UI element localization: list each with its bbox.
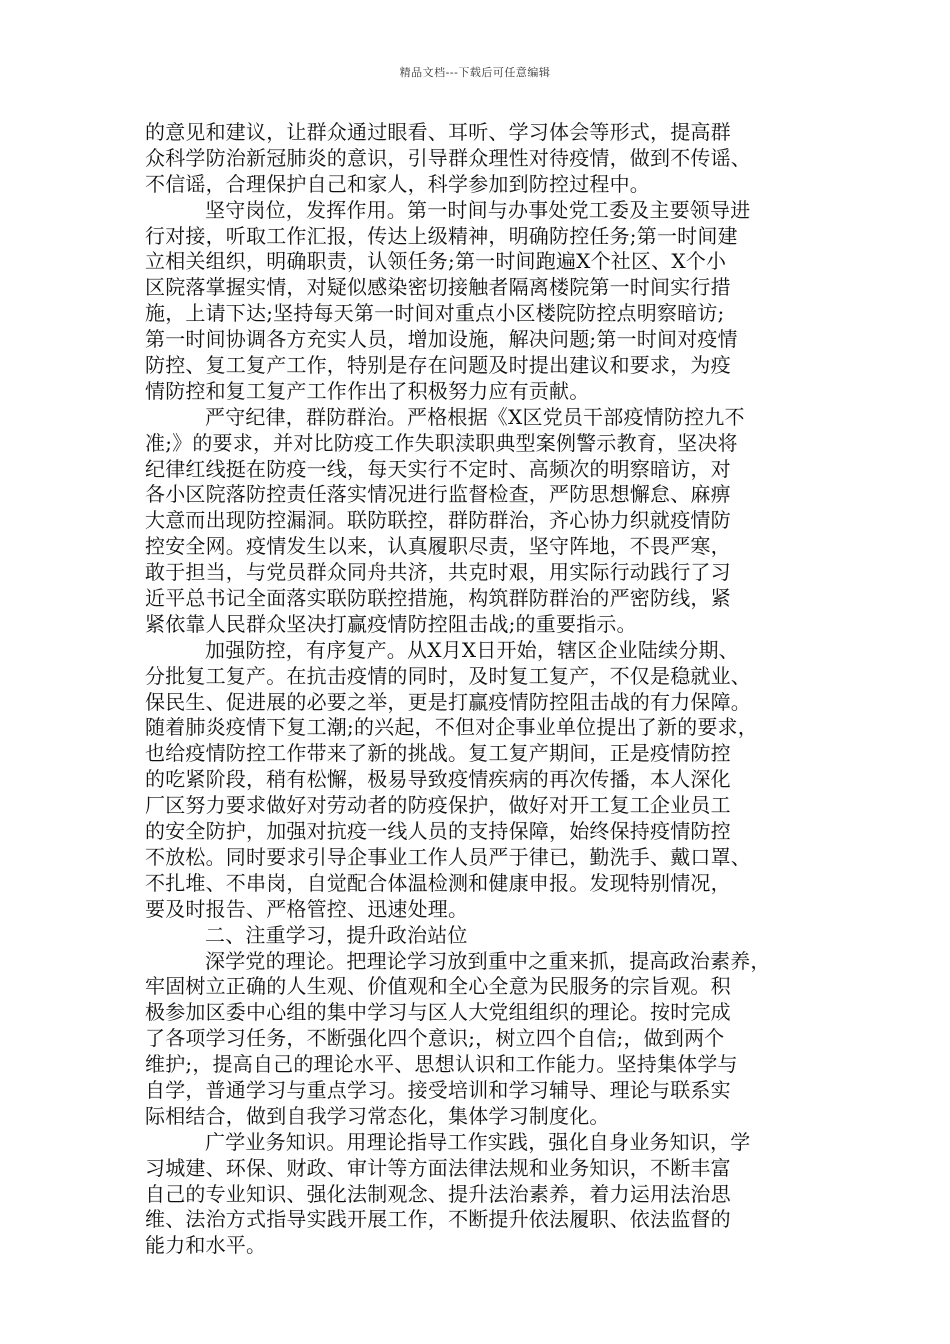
paragraph bbox=[145, 1130, 810, 1259]
text-line: 情防控和复工复产工作作出了积极努力应有贡献。 bbox=[145, 378, 590, 403]
text-line: 保民生、促进展的必要之举，更是打赢疫情防控阻击战的有力保障。 bbox=[145, 689, 751, 714]
text-line: 准;》的要求，并对比防疫工作失职渎职典型案例警示教育，坚决将 bbox=[145, 430, 738, 455]
text-line: 自己的专业知识、强化法制观念、提升法治素养，着力运用法治思 bbox=[145, 1181, 731, 1206]
text-line: 的安全防护，加强对抗疫一线人员的支持保障，始终保持疫情防控 bbox=[145, 819, 731, 844]
text-line: 加强防控，有序复产。从X月X日开始，辖区企业陆续分期、 bbox=[205, 637, 739, 662]
text-line: 紧依靠人民群众坚决打赢疫情防控阻击战;的重要指示。 bbox=[145, 611, 637, 636]
text-line: 随着肺炎疫情下复工潮;的兴起，不但对企事业单位提出了新的要求， bbox=[145, 715, 758, 740]
paragraph bbox=[145, 949, 810, 1130]
paragraph bbox=[145, 198, 810, 405]
text-line: 极参加区委中心组的集中学习与区人大党组组织的理论。按时完成 bbox=[145, 1000, 731, 1025]
text-line: 区院落掌握实情，对疑似感染密切接触者隔离楼院第一时间实行措 bbox=[145, 275, 731, 300]
text-line: 深学党的理论。把理论学习放到重中之重来抓，提高政治素养， bbox=[205, 948, 771, 973]
paragraph bbox=[145, 405, 810, 638]
text-line: 广学业务知识。用理论指导工作实践，强化自身业务知识，学 bbox=[205, 1129, 751, 1154]
text-line: 防控、复工复产工作，特别是存在问题及时提出建议和要求，为疫 bbox=[145, 353, 731, 378]
text-line: 了各项学习任务，不断强化四个意识;，树立四个自信;，做到两个 bbox=[145, 1026, 725, 1051]
text-line: 二、注重学习，提升政治站位 bbox=[205, 922, 468, 947]
text-line: 不信谣，合理保护自己和家人，科学参加到防控过程中。 bbox=[145, 171, 650, 196]
text-line: 坚守岗位，发挥作用。第一时间与办事处党工委及主要领导进 bbox=[205, 197, 751, 222]
text-line: 要及时报告、严格管控、迅速处理。 bbox=[145, 896, 469, 921]
text-line: 敢于担当，与党员群众同舟共济，共克时艰，用实际行动践行了习 bbox=[145, 560, 731, 585]
text-line: 大意而出现防控漏洞。联防联控，群防群治，齐心协力织就疫情防 bbox=[145, 508, 731, 533]
text-line: 维护;，提高自己的理论水平、思想认识和工作能力。坚持集体学与 bbox=[145, 1052, 738, 1077]
text-line: 厂区努力要求做好对劳动者的防疫保护，做好对开工复工企业员工 bbox=[145, 793, 731, 818]
text-line: 也给疫情防控工作带来了新的挑战。复工复产期间，正是疫情防控 bbox=[145, 741, 731, 766]
text-line: 维、法治方式指导实践开展工作，不断提升依法履职、依法监督的 bbox=[145, 1207, 731, 1232]
text-line: 施，上请下达;坚持每天第一时间对重点小区楼院防控点明察暗访; bbox=[145, 301, 725, 326]
text-line: 的意见和建议，让群众通过眼看、耳听、学习体会等形式，提高群 bbox=[145, 120, 731, 144]
document-body bbox=[145, 120, 810, 1259]
text-line: 分批复工复产。在抗击疫情的同时，及时复工复产，不仅是稳就业、 bbox=[145, 663, 751, 688]
text-line: 不扎堆、不串岗，自觉配合体温检测和健康申报。发现特别情况， bbox=[145, 870, 731, 895]
paragraph bbox=[145, 923, 810, 949]
text-line: 牢固树立正确的人生观、价值观和全心全意为民服务的宗旨观。积 bbox=[145, 974, 731, 999]
text-line: 习城建、环保、财政、审计等方面法律法规和业务知识，不断丰富 bbox=[145, 1155, 731, 1180]
page-header: 精品文档---下载后可任意编辑 bbox=[399, 66, 551, 79]
text-line: 立相关组织，明确职责，认领任务;第一时间跑遍X个社区、X个小 bbox=[145, 249, 727, 274]
text-line: 际相结合，做到自我学习常态化，集体学习制度化。 bbox=[145, 1103, 610, 1128]
text-line: 近平总书记全面落实联防联控措施，构筑群防群治的严密防线，紧 bbox=[145, 586, 731, 611]
text-line: 行对接，听取工作汇报，传达上级精神，明确防控任务;第一时间建 bbox=[145, 223, 738, 248]
text-line: 能力和水平。 bbox=[145, 1233, 267, 1258]
text-line: 第一时间协调各方充实人员，增加设施，解决问题;第一时间对疫情 bbox=[145, 327, 738, 352]
text-line: 控安全网。疫情发生以来，认真履职尽责，坚守阵地，不畏严寒， bbox=[145, 534, 731, 559]
paragraph bbox=[145, 638, 810, 923]
text-line: 纪律红线挺在防疫一线，每天实行不定时、高频次的明察暗访，对 bbox=[145, 456, 731, 481]
text-line: 严守纪律，群防群治。严格根据《X区党员干部疫情防控九不 bbox=[205, 404, 745, 429]
text-line: 各小区院落防控责任落实情况进行监督检查，严防思想懈怠、麻痹 bbox=[145, 482, 731, 507]
text-line: 众科学防治新冠肺炎的意识，引导群众理性对待疫情，做到不传谣、 bbox=[145, 145, 751, 170]
text-line: 自学，普通学习与重点学习。接受培训和学习辅导、理论与联系实 bbox=[145, 1077, 731, 1102]
text-line: 的吃紧阶段，稍有松懈，极易导致疫情疾病的再次传播，本人深化 bbox=[145, 767, 731, 792]
text-line: 不放松。同时要求引导企事业工作人员严于律已，勤洗手、戴口罩、 bbox=[145, 844, 751, 869]
paragraph bbox=[145, 120, 810, 198]
